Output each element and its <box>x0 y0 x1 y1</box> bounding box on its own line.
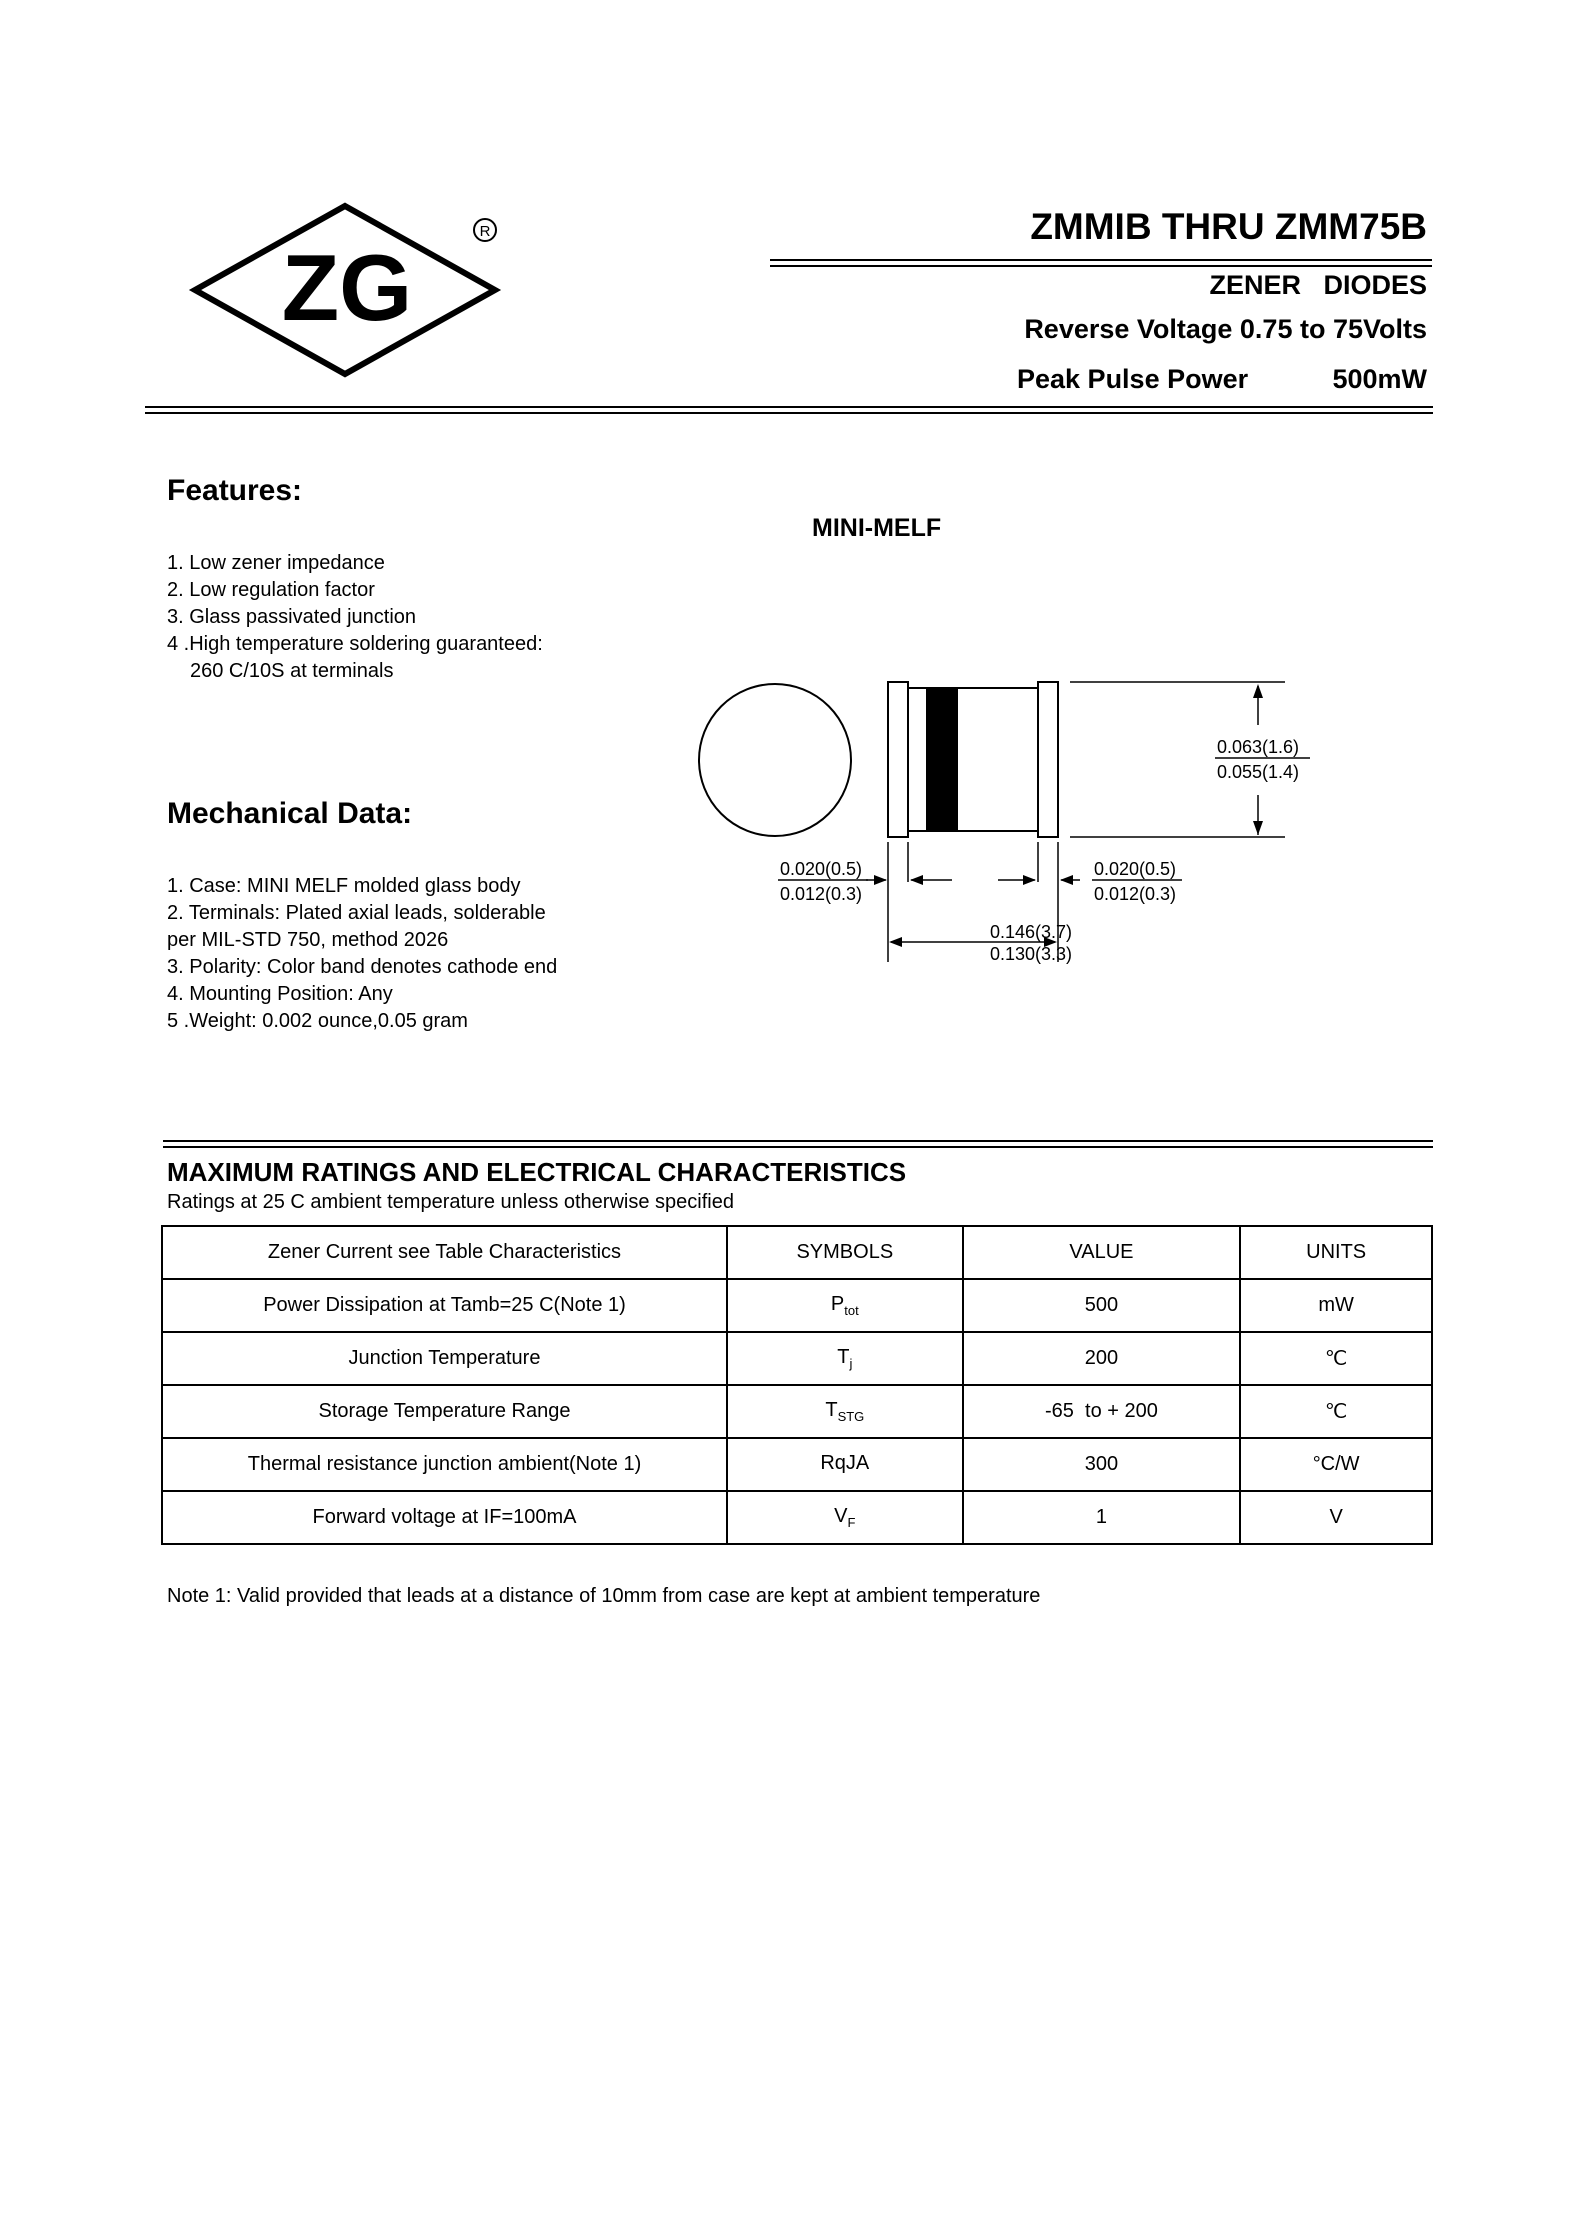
table-row <box>162 1279 1432 1332</box>
unit-cell: ℃ <box>1240 1332 1432 1385</box>
svg-text:0.020(0.5): 0.020(0.5) <box>780 859 863 879</box>
table-header-row <box>162 1226 1432 1279</box>
list-item: 1. Case: MINI MELF molded glass body <box>167 875 521 897</box>
divider <box>770 265 1432 267</box>
list-item: 2. Terminals: Plated axial leads, solderable per MIL-STD 750, method 2026 <box>167 902 546 951</box>
list-item: 2. Low regulation factor <box>167 579 375 601</box>
param-cell: Junction Temperature <box>162 1332 727 1385</box>
svg-text:0.130(3.3): 0.130(3.3) <box>990 944 1073 964</box>
param-cell: Thermal resistance junction ambient(Note 1) <box>162 1438 727 1491</box>
table-row <box>162 1491 1432 1544</box>
features-list <box>167 550 587 685</box>
column-header: SYMBOLS <box>727 1226 963 1279</box>
svg-text:0.012(0.3): 0.012(0.3) <box>1094 884 1177 904</box>
peak-power-value: 500mW <box>1332 364 1427 394</box>
value-cell: -65 to + 200 <box>963 1385 1241 1438</box>
mechanical-list <box>167 873 567 1035</box>
logo-lettering: ZG <box>281 235 413 340</box>
value-cell: 300 <box>963 1438 1241 1491</box>
right-lead-cap <box>1038 682 1058 837</box>
divider <box>163 1140 1433 1142</box>
param-cell: Power Dissipation at Tamb=25 C(Note 1) <box>162 1279 727 1332</box>
column-header: UNITS <box>1240 1226 1432 1279</box>
svg-text:0.020(0.5): 0.020(0.5) <box>1094 859 1177 879</box>
list-item: 5 .Weight: 0.002 ounce,0.05 gram <box>167 1010 468 1032</box>
list-item: 260 C/10S at terminals <box>190 660 394 682</box>
list-item: 4 .High temperature soldering guaranteed: <box>167 633 543 655</box>
divider <box>145 412 1433 414</box>
peak-power-label: Peak Pulse Power <box>1017 364 1249 394</box>
column-header: VALUE <box>963 1226 1241 1279</box>
column-header: Zener Current see Table Characteristics <box>162 1226 727 1279</box>
table-row <box>162 1332 1432 1385</box>
symbol-cell: RqJA <box>727 1438 963 1491</box>
reverse-voltage: Reverse Voltage 0.75 to 75Volts <box>1024 314 1427 344</box>
value-cell: 200 <box>963 1332 1241 1385</box>
list-item: 4. Mounting Position: Any <box>167 983 393 1005</box>
features-heading: Features: <box>167 474 303 507</box>
symbol-cell: $T_j$ <box>727 1332 963 1385</box>
divider <box>163 1146 1433 1148</box>
unit-cell: °C/W <box>1240 1438 1432 1491</box>
cathode-band <box>926 688 958 831</box>
divider <box>145 406 1433 408</box>
footnote: Note 1: Valid provided that leads at a distance of 10mm from case are kept at ambient temperature <box>167 1585 1041 1607</box>
unit-cell: V <box>1240 1491 1432 1544</box>
table-row <box>162 1438 1432 1491</box>
table-row <box>162 1385 1432 1438</box>
svg-text:0.012(0.3): 0.012(0.3) <box>780 884 863 904</box>
value-cell: 1 <box>963 1491 1241 1544</box>
doc-title: ZMMIB THRU ZMM75B <box>1030 206 1427 247</box>
doc-subtitle: ZENER DIODES <box>1209 270 1427 300</box>
ratings-heading: MAXIMUM RATINGS AND ELECTRICAL CHARACTERISTICS <box>167 1157 907 1187</box>
svg-text:0.055(1.4): 0.055(1.4) <box>1217 762 1300 782</box>
package-name: MINI-MELF <box>812 514 942 542</box>
unit-cell: ℃ <box>1240 1385 1432 1438</box>
list-item: 1. Low zener impedance <box>167 552 385 574</box>
package-outline-drawing <box>690 670 1330 970</box>
symbol-cell: $T_{STG}$ <box>727 1385 963 1438</box>
svg-text:0.146(3.7): 0.146(3.7) <box>990 922 1073 942</box>
list-item: 3. Polarity: Color band denotes cathode end <box>167 956 558 978</box>
ratings-table <box>161 1225 1433 1545</box>
mechanical-heading: Mechanical Data: <box>167 797 413 830</box>
param-cell: Storage Temperature Range <box>162 1385 727 1438</box>
symbol-cell: $P_{tot}$ <box>727 1279 963 1332</box>
unit-cell: mW <box>1240 1279 1432 1332</box>
svg-text:R: R <box>479 223 491 240</box>
value-cell: 500 <box>963 1279 1241 1332</box>
end-view-circle <box>699 684 851 836</box>
company-logo <box>185 200 525 380</box>
divider <box>770 259 1432 261</box>
ratings-subheading: Ratings at 25 C ambient temperature unless otherwise specified <box>167 1191 734 1213</box>
param-cell: Forward voltage at IF=100mA <box>162 1491 727 1544</box>
svg-text:0.063(1.6): 0.063(1.6) <box>1217 737 1300 757</box>
symbol-cell: $V_F$ <box>727 1491 963 1544</box>
list-item: 3. Glass passivated junction <box>167 606 417 628</box>
left-lead-cap <box>888 682 908 837</box>
